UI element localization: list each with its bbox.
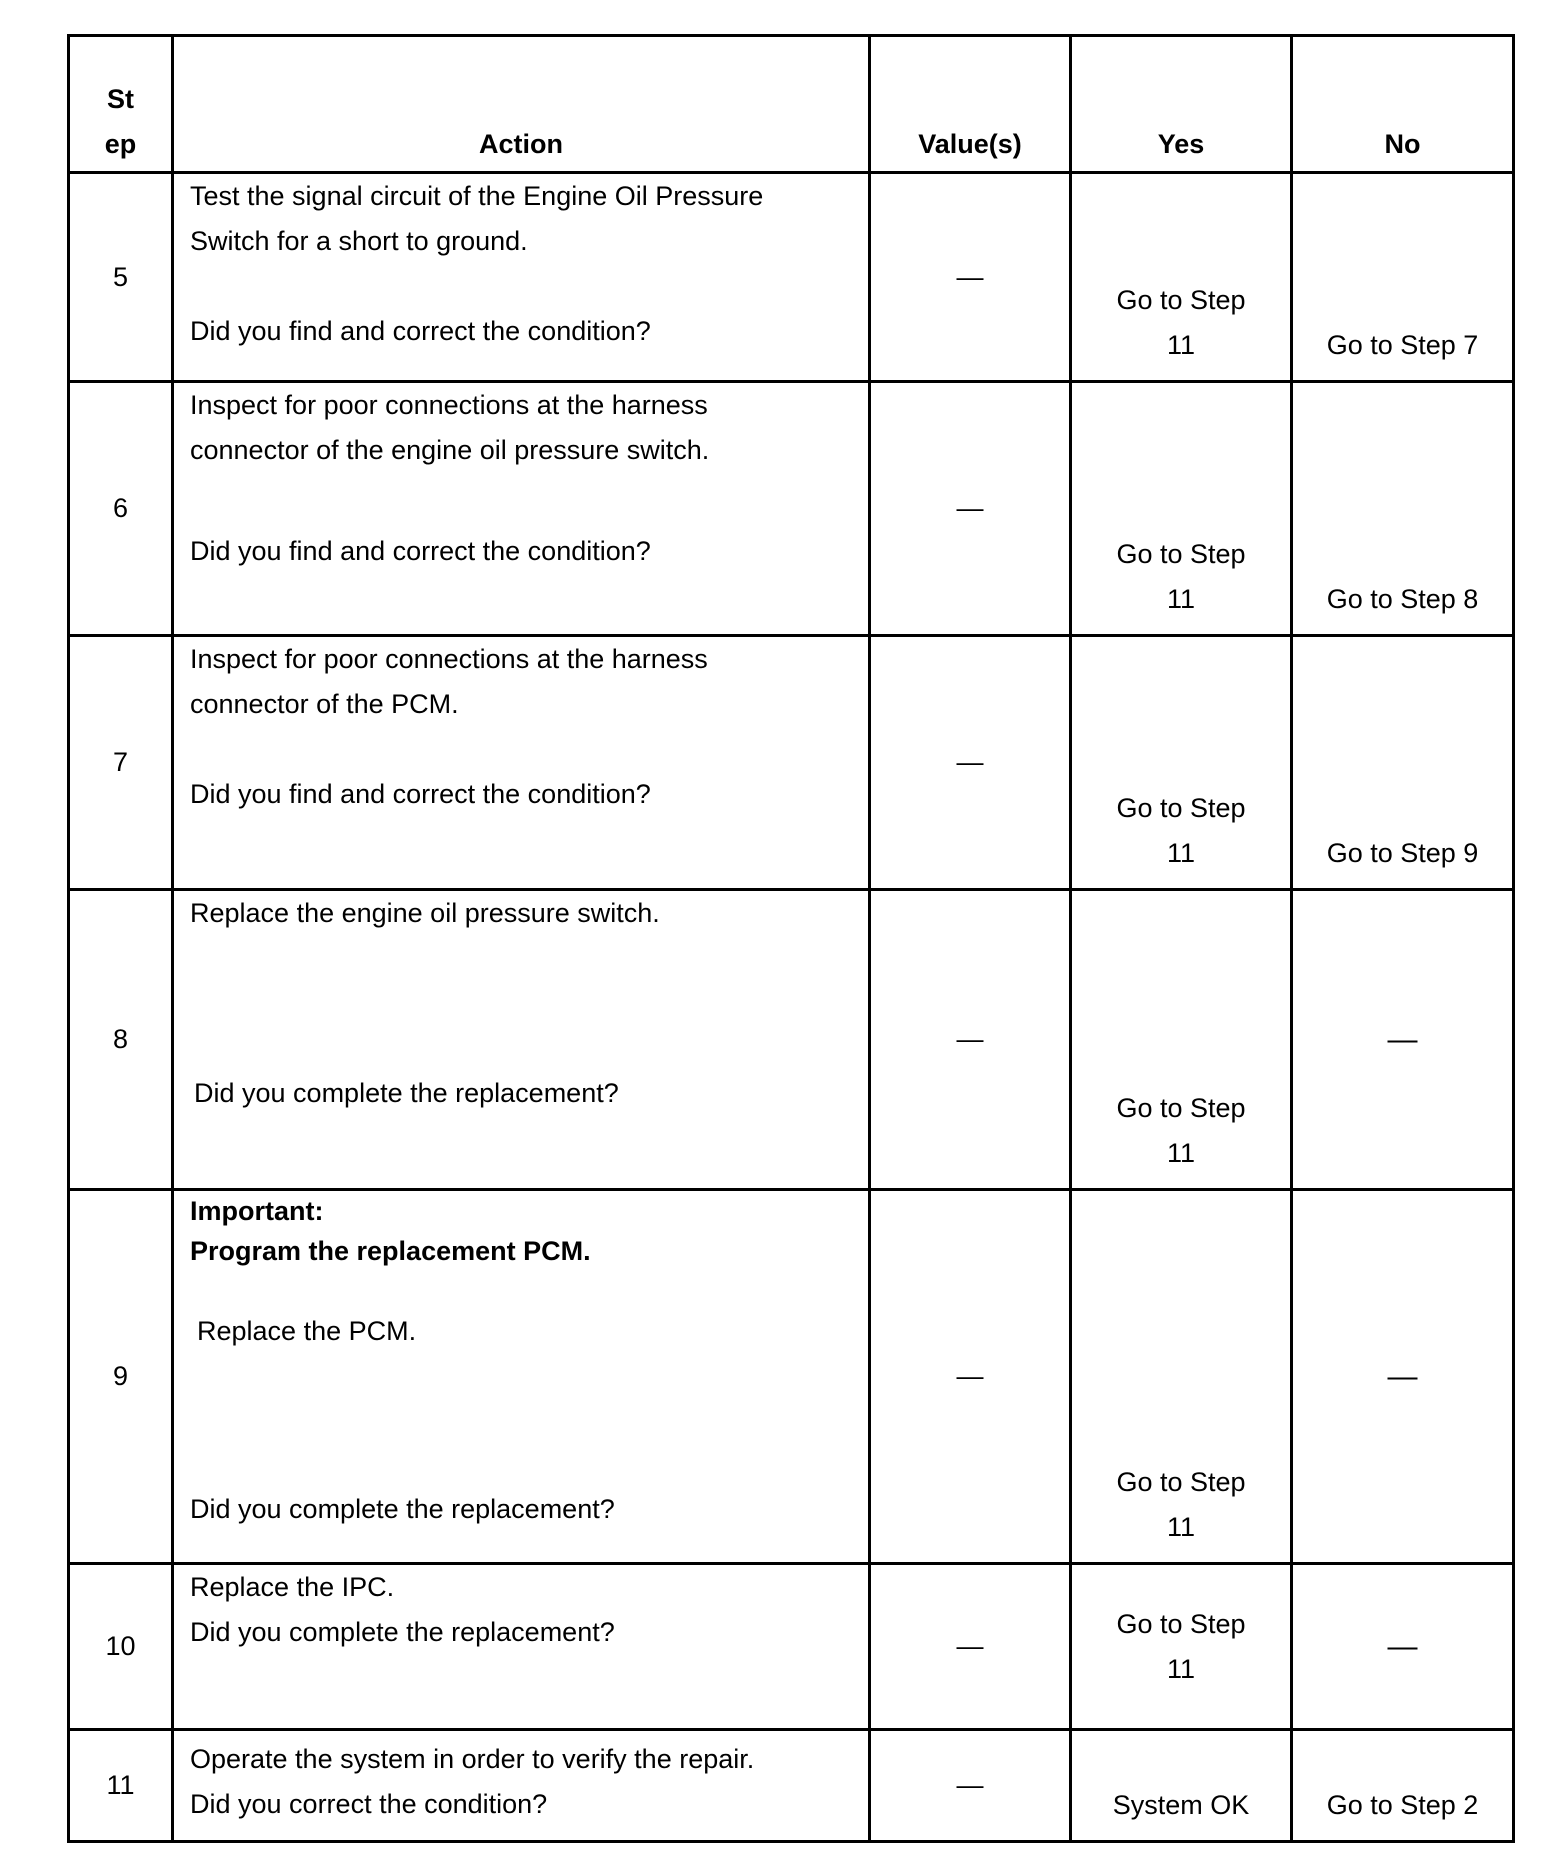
action-cell <box>173 636 870 890</box>
header-step-line1: St <box>107 84 134 114</box>
yes-cell <box>1071 1190 1292 1564</box>
action-question: Did you find and correct the condition? <box>190 536 651 566</box>
no-cell: — <box>1292 890 1514 1190</box>
action-cell <box>173 382 870 636</box>
header-values: Value(s) <box>870 36 1071 173</box>
value-cell: — <box>870 173 1071 382</box>
step-number: 11 <box>69 1730 173 1842</box>
table-row <box>69 636 1514 890</box>
yes-cell <box>1071 173 1292 382</box>
yes-line2: 11 <box>1166 1138 1196 1168</box>
action-cell <box>173 1730 870 1842</box>
table-row <box>69 173 1514 382</box>
step-number: 5 <box>69 173 173 382</box>
no-cell: — <box>1292 1564 1514 1730</box>
table-row <box>69 890 1514 1190</box>
yes-line2: 11 <box>1166 1512 1196 1542</box>
value-cell: — <box>870 1190 1071 1564</box>
diagnostic-table <box>67 34 1515 1843</box>
yes-line2: 11 <box>1166 584 1196 614</box>
header-row <box>69 36 1514 173</box>
action-question: Did you complete the replacement? <box>190 1494 615 1524</box>
no-cell: Go to Step 9 <box>1292 636 1514 890</box>
value-cell: — <box>870 890 1071 1190</box>
value-cell: — <box>870 382 1071 636</box>
action-question: Did you find and correct the condition? <box>190 316 651 346</box>
yes-cell <box>1071 1564 1292 1730</box>
important-label: Important: <box>190 1196 324 1226</box>
yes-cell <box>1071 890 1292 1190</box>
step-number: 8 <box>69 890 173 1190</box>
action-line: connector of the PCM. <box>190 689 459 719</box>
yes-cell: System OK <box>1071 1730 1292 1842</box>
table-row <box>69 1730 1514 1842</box>
value-cell: — <box>870 636 1071 890</box>
yes-cell <box>1071 382 1292 636</box>
yes-line1: Go to Step <box>1116 539 1246 569</box>
action-cell <box>173 1190 870 1564</box>
table-row <box>69 382 1514 636</box>
header-step <box>69 36 173 173</box>
no-cell: Go to Step 7 <box>1292 173 1514 382</box>
yes-line1: Go to Step <box>1116 1467 1246 1497</box>
action-cell <box>173 173 870 382</box>
yes-line2: 11 <box>1166 330 1196 360</box>
action-line: connector of the engine oil pressure switch. <box>190 435 710 465</box>
step-number: 6 <box>69 382 173 636</box>
value-cell: — <box>870 1564 1071 1730</box>
step-number: 7 <box>69 636 173 890</box>
header-yes: Yes <box>1071 36 1292 173</box>
value-cell: — <box>870 1730 1071 1842</box>
header-step-line2: ep <box>104 129 137 159</box>
action-cell <box>173 1564 870 1730</box>
table-row <box>69 1564 1514 1730</box>
yes-cell <box>1071 636 1292 890</box>
action-line: Inspect for poor connections at the harness <box>190 390 708 420</box>
step-number: 10 <box>69 1564 173 1730</box>
step-number: 9 <box>69 1190 173 1564</box>
no-cell: Go to Step 8 <box>1292 382 1514 636</box>
action-line: Inspect for poor connections at the harness <box>190 644 708 674</box>
action-line: Replace the engine oil pressure switch. <box>190 898 660 928</box>
table-row <box>69 1190 1514 1564</box>
yes-line2: 11 <box>1166 838 1196 868</box>
yes-line2: 11 <box>1166 1653 1196 1684</box>
yes-line1: Go to Step <box>1116 1093 1246 1123</box>
header-action: Action <box>173 36 870 173</box>
action-cell <box>173 890 870 1190</box>
action-question: Did you find and correct the condition? <box>190 779 651 809</box>
action-question: Did you complete the replacement? <box>190 1617 615 1647</box>
action-question: Did you correct the condition? <box>190 1789 548 1819</box>
action-line: Test the signal circuit of the Engine Oil Pressure <box>190 181 764 211</box>
important-text: Program the replacement PCM. <box>190 1236 591 1266</box>
no-cell: Go to Step 2 <box>1292 1730 1514 1842</box>
yes-line1: Go to Step <box>1116 285 1246 315</box>
yes-line1: Go to Step <box>1116 1608 1246 1639</box>
yes-line1: Go to Step <box>1116 793 1246 823</box>
action-line: Operate the system in order to verify the repair. <box>190 1744 755 1774</box>
header-no: No <box>1292 36 1514 173</box>
no-cell: — <box>1292 1190 1514 1564</box>
action-line: Replace the IPC. <box>190 1572 395 1602</box>
action-line: Switch for a short to ground. <box>190 226 528 256</box>
action-question: Did you complete the replacement? <box>194 1078 619 1108</box>
action-line: Replace the PCM. <box>197 1316 417 1346</box>
